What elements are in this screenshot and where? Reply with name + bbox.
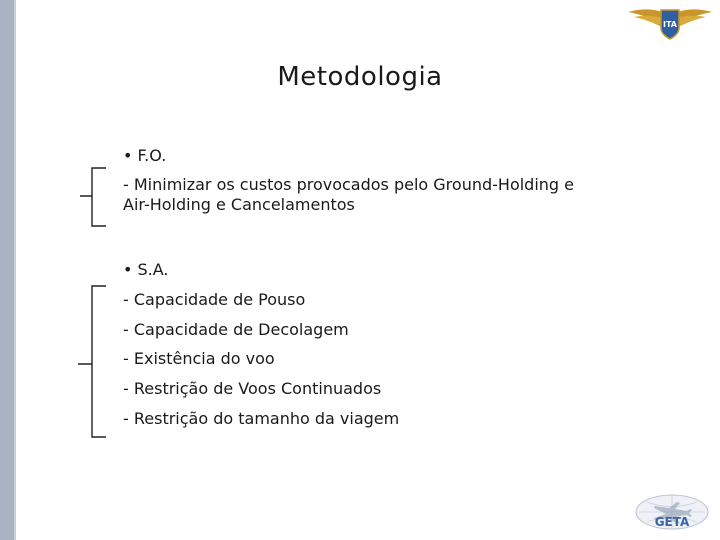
sa-item: - Capacidade de Decolagem <box>123 319 349 339</box>
bracket-sa <box>76 284 108 440</box>
ita-letters: ITA <box>662 20 678 29</box>
sa-item: - Restrição de Voos Continuados <box>123 379 382 399</box>
sa-item: - Restrição do tamanho da viagem <box>123 408 400 428</box>
fo-line-1: - Minimizar os custos provocados pelo Ground-Holding e <box>123 175 574 194</box>
geta-logo <box>633 492 711 536</box>
sa-heading: • S.A. <box>123 260 169 279</box>
bracket-fo <box>78 166 108 230</box>
sa-block <box>123 260 399 439</box>
ita-wings-logo <box>624 2 716 42</box>
fo-block <box>123 146 574 215</box>
sa-item: - Existência do voo <box>123 349 275 369</box>
sa-item: - Capacidade de Pouso <box>123 289 306 309</box>
fo-heading: • F.O. <box>123 146 167 165</box>
slide-title: Metodologia <box>277 62 443 92</box>
geta-text: GETA <box>654 515 690 529</box>
fo-line-2: Air-Holding e Cancelamentos <box>123 195 355 214</box>
